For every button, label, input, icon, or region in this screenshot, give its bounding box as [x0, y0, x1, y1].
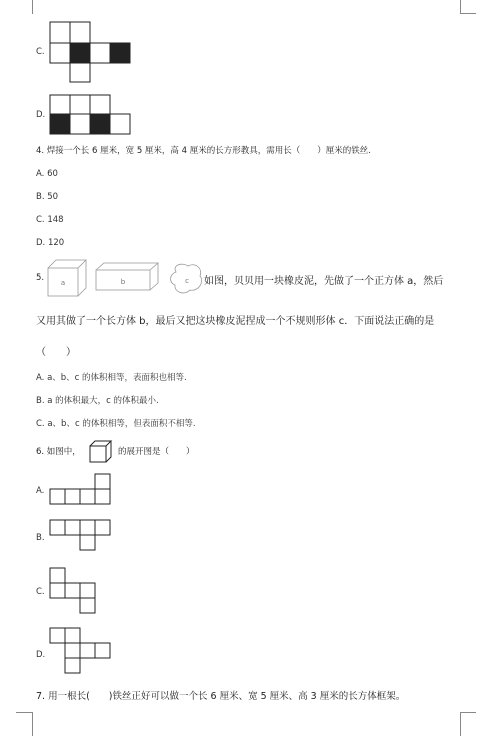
q4-option-b: B. 50	[36, 192, 59, 202]
q6-net-c	[50, 568, 95, 613]
q6-net-b	[50, 520, 110, 550]
question-5-line-1: 如图，贝贝用一块橡皮泥，先做了一个正方体 a，然后	[204, 276, 444, 287]
q4-option-d: D. 120	[36, 238, 65, 248]
shape-label-c: c	[185, 277, 189, 285]
shape-label-a: a	[60, 279, 66, 287]
crop-mark	[460, 712, 476, 713]
q5-option-a: A. a、b、c 的体积相等，表面积也相等.	[36, 373, 187, 383]
q5-option-b: B. a 的体积最大，c 的体积最小.	[36, 396, 159, 406]
question-7-text: 7. 用一根长( )铁丝正好可以做一个长 6 厘米、宽 5 厘米、高 3 厘米的长方体框架。	[36, 691, 406, 702]
q5-option-c: C. a、b、c 的体积相等，但表面积不相等.	[36, 419, 196, 429]
crop-mark	[32, 712, 33, 736]
question-4-text: 4. 焊接一个长 6 厘米，宽 5 厘米，高 4 厘米的长方形教具，需用长（ ）厘米的铁丝.	[36, 146, 371, 156]
q6-net-d	[50, 628, 110, 673]
crop-mark	[16, 712, 32, 713]
question-5-line-2: 又用其做了一个长方体 b，最后又把这块橡皮泥捏成一个不规则形体 c．下面说法正确的是	[36, 316, 435, 327]
option-c-label: C.	[36, 47, 45, 57]
question-6-prefix: 6. 如图中，	[36, 447, 81, 457]
question-6-suffix: 的展开图是（ ）	[118, 447, 195, 457]
option-d-label: D.	[36, 110, 46, 120]
crop-mark	[460, 712, 461, 736]
question-5-number: 5.	[36, 273, 45, 283]
q6-option-a-label: A.	[36, 486, 45, 496]
shape-label-b: b	[120, 278, 126, 286]
q6-option-c-label: C.	[36, 587, 45, 597]
question-5-line-3: （ ）	[36, 347, 76, 358]
q6-option-b-label: B.	[36, 533, 45, 543]
q4-option-c: C. 148	[36, 215, 64, 225]
q4-option-a: A. 60	[36, 169, 58, 179]
q6-net-a	[50, 474, 110, 504]
q6-option-d-label: D.	[36, 650, 46, 660]
